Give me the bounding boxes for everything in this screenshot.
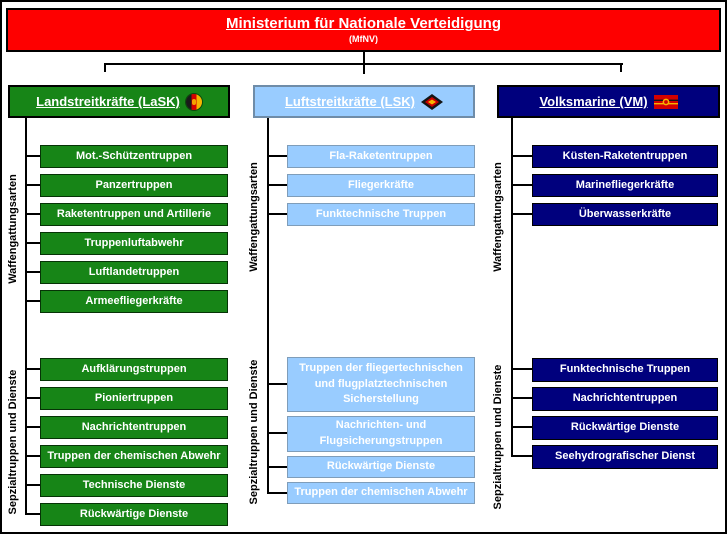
connector-line bbox=[25, 426, 40, 428]
unit-box: Truppen der fliegertechnischen und flugplatztechnischen Sicherstellung bbox=[287, 357, 475, 412]
unit-box: Mot.-Schützentruppen bbox=[40, 145, 228, 168]
lsk-diamond-icon bbox=[421, 94, 443, 110]
connector-line bbox=[511, 455, 532, 457]
group-label: Sepzialtruppen und Dienste bbox=[7, 369, 19, 515]
ministry-title-link[interactable]: Ministerium für Nationale Verteidigung bbox=[225, 15, 502, 32]
ministry-abbreviation: (MfNV) bbox=[349, 34, 378, 44]
connector-line bbox=[267, 118, 269, 494]
branch-header-lask bbox=[8, 85, 230, 118]
connector-line bbox=[267, 466, 287, 468]
unit-box: Nachrichten- und Flugsicherungstruppen bbox=[287, 416, 475, 452]
unit-box: Rückwärtige Dienste bbox=[40, 503, 228, 526]
connector-line bbox=[511, 155, 532, 157]
connector-line bbox=[511, 213, 532, 215]
connector-line bbox=[25, 455, 40, 457]
unit-box: Luftlandetruppen bbox=[40, 261, 228, 284]
unit-box: Funktechnische Truppen bbox=[287, 203, 475, 226]
vm-flag-icon bbox=[654, 95, 678, 109]
unit-box: Raketentruppen und Artillerie bbox=[40, 203, 228, 226]
connector-line bbox=[25, 155, 40, 157]
connector-line bbox=[104, 63, 623, 65]
connector-line bbox=[25, 213, 40, 215]
unit-box: Truppen der chemischen Abwehr bbox=[287, 482, 475, 504]
unit-box: Truppenluftabwehr bbox=[40, 232, 228, 255]
connector-line bbox=[25, 184, 40, 186]
lask-link[interactable]: Landstreitkräfte (LaSK) bbox=[36, 94, 180, 109]
connector-line bbox=[511, 368, 532, 370]
unit-box: Überwasserkräfte bbox=[532, 203, 718, 226]
lask-roundel-icon bbox=[186, 94, 202, 110]
unit-box: Panzertruppen bbox=[40, 174, 228, 197]
unit-box: Funktechnische Truppen bbox=[532, 358, 718, 382]
connector-line bbox=[25, 242, 40, 244]
connector-line bbox=[25, 484, 40, 486]
unit-box: Pioniertruppen bbox=[40, 387, 228, 410]
branch-header-lsk bbox=[253, 85, 475, 118]
connector-line bbox=[267, 432, 287, 434]
connector-line bbox=[511, 426, 532, 428]
group-label: Sepzialtruppen und Dienste bbox=[492, 364, 504, 510]
unit-box: Seehydrografischer Dienst bbox=[532, 445, 718, 469]
connector-line bbox=[267, 184, 287, 186]
unit-box: Aufklärungstruppen bbox=[40, 358, 228, 381]
unit-box: Nachrichtentruppen bbox=[532, 387, 718, 411]
vm-link[interactable]: Volksmarine (VM) bbox=[539, 94, 648, 109]
unit-box: Rückwärtige Dienste bbox=[532, 416, 718, 440]
connector-line bbox=[25, 513, 40, 515]
unit-box: Truppen der chemischen Abwehr bbox=[40, 445, 228, 468]
connector-line bbox=[511, 118, 513, 457]
connector-line bbox=[25, 397, 40, 399]
connector-line bbox=[25, 300, 40, 302]
group-label: Waffengattungsarten bbox=[248, 162, 260, 272]
unit-box: Küsten-Raketentruppen bbox=[532, 145, 718, 168]
connector-line bbox=[25, 368, 40, 370]
unit-box: Rückwärtige Dienste bbox=[287, 456, 475, 478]
unit-box: Fla-Raketentruppen bbox=[287, 145, 475, 168]
connector-line bbox=[511, 397, 532, 399]
ministry-banner bbox=[6, 8, 721, 52]
unit-box: Technische Dienste bbox=[40, 474, 228, 497]
lsk-link[interactable]: Luftstreitkräfte (LSK) bbox=[284, 94, 415, 109]
unit-box: Marinefliegerkräfte bbox=[532, 174, 718, 197]
group-label: Sepzialtruppen und Dienste bbox=[248, 359, 260, 505]
group-label: Waffengattungsarten bbox=[492, 162, 504, 272]
connector-line bbox=[267, 213, 287, 215]
connector-line bbox=[620, 63, 622, 72]
connector-line bbox=[25, 271, 40, 273]
connector-line bbox=[104, 63, 106, 72]
connector-line bbox=[267, 492, 287, 494]
group-label: Waffengattungsarten bbox=[7, 174, 19, 284]
connector-line bbox=[511, 184, 532, 186]
connector-line bbox=[267, 155, 287, 157]
branch-header-vm bbox=[497, 85, 720, 118]
unit-box: Nachrichtentruppen bbox=[40, 416, 228, 439]
unit-box: Fliegerkräfte bbox=[287, 174, 475, 197]
connector-line bbox=[267, 383, 287, 385]
unit-box: Armeefliegerkräfte bbox=[40, 290, 228, 313]
